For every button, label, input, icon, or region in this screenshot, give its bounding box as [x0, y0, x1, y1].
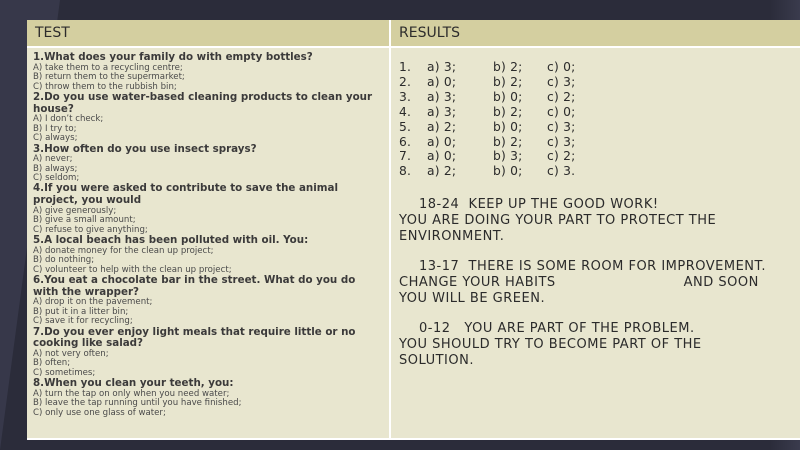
answer-row [399, 149, 800, 164]
results-header: RESULTS [390, 20, 800, 47]
answer-c: c) 2; [547, 89, 576, 104]
answer-a: a) 0; [427, 74, 457, 89]
question-option: C) always; [33, 133, 78, 144]
answer-a: a) 3; [427, 104, 457, 119]
answer-c: c) 2; [547, 149, 576, 164]
answer-key [399, 60, 800, 179]
question-option: A) give generously; [33, 205, 117, 216]
answer-a: a) 2; [427, 164, 457, 179]
answer-a: a) 2; [427, 119, 457, 134]
question-option: C) save it for recycling; [33, 316, 133, 327]
answer-c: c) 3; [547, 134, 576, 149]
question-option: B) return them to the supermarket; [33, 72, 185, 83]
answer-b: b) 0; [493, 164, 523, 179]
question-option: B) often; [33, 358, 71, 369]
answer-a: a) 0; [427, 134, 457, 149]
question-block [33, 378, 383, 418]
question-block [33, 235, 383, 275]
question-block [33, 183, 383, 235]
answer-a: a) 3; [427, 60, 457, 74]
answer-num: 6. [399, 134, 412, 149]
answer-a: a) 0; [427, 149, 457, 164]
question-option: A) drop it on the pavement; [33, 297, 153, 308]
verdict-title: THERE IS SOME ROOM FOR IMPROVEMENT. [468, 259, 767, 275]
answer-row [399, 164, 800, 179]
question-block [33, 275, 383, 327]
question-option: A) not very often; [33, 349, 109, 360]
answer-row [399, 120, 800, 135]
verdict-title: YOU ARE PART OF THE PROBLEM. [464, 321, 695, 337]
question-option: C) only use one glass of water; [33, 407, 166, 418]
answer-c: c) 3; [547, 119, 576, 134]
question-option: B) do nothing; [33, 255, 95, 266]
answer-num: 3. [399, 89, 412, 104]
question-text: 3.How often do you use insect sprays? [33, 142, 257, 155]
answer-b: b) 2; [493, 60, 523, 74]
verdict-low [399, 321, 800, 369]
answer-c: c) 0; [547, 60, 576, 74]
answer-row [399, 60, 800, 75]
answer-row [399, 75, 800, 90]
question-text: 5.A local beach has been polluted with oil. You: [33, 234, 309, 247]
answer-c: c) 3; [547, 74, 576, 89]
answer-num: 5. [399, 119, 412, 134]
verdict-range: 13-17 [419, 259, 460, 275]
answer-num: 4. [399, 104, 412, 119]
answer-b: b) 3; [493, 149, 523, 164]
verdict-text: YOU SHOULD TRY TO BECOME PART OF THE SOLUTION. [399, 337, 702, 369]
question-block [33, 144, 383, 184]
question-option: B) put it in a litter bin; [33, 306, 129, 317]
answer-num: 7. [399, 149, 412, 164]
answer-b: b) 0; [493, 119, 523, 134]
verdict-range: 18-24 [419, 197, 460, 213]
question-text: 8.When you clean your teeth, you: [33, 377, 234, 390]
test-header: TEST [27, 20, 390, 47]
answer-row [399, 105, 800, 120]
question-text: 1.What does your family do with empty bottles? [33, 51, 313, 63]
question-option: A) turn the tap on only when you need water; [33, 388, 230, 399]
answer-b: b) 2; [493, 74, 523, 89]
question-block [33, 327, 383, 379]
answer-c: c) 3. [547, 164, 576, 179]
question-text: 2.Do you use water-based cleaning products to clean your house? [33, 90, 373, 115]
results-cell [390, 47, 800, 439]
answer-num: 2. [399, 74, 412, 89]
verdict-mid [399, 259, 800, 307]
question-option: B) always; [33, 163, 78, 174]
question-option: C) volunteer to help with the clean up project; [33, 264, 232, 275]
test-questions-cell [27, 47, 390, 439]
question-option: A) never; [33, 154, 73, 165]
verdict-title: KEEP UP THE GOOD WORK! [468, 197, 659, 213]
answer-b: b) 0; [493, 89, 523, 104]
verdict-text: AND SOON [683, 275, 759, 291]
question-option: B) give a small amount; [33, 215, 136, 226]
question-option: A) donate money for the clean up project; [33, 245, 214, 256]
question-option: A) I don’t check; [33, 114, 104, 125]
answer-num: 8. [399, 164, 412, 179]
question-option: C) sometimes; [33, 367, 96, 378]
verdict-text: CHANGE YOUR HABITS [399, 275, 556, 291]
question-option: C) seldom; [33, 173, 80, 184]
question-option: C) refuse to give anything; [33, 224, 148, 235]
question-text: 4.If you were asked to contribute to save the animal project, you would [33, 182, 338, 207]
question-option: B) I try to; [33, 123, 77, 134]
verdict-text: YOU WILL BE GREEN. [399, 291, 546, 307]
question-block [33, 92, 383, 144]
verdict-high [399, 197, 800, 245]
question-option: B) leave the tap running until you have finished; [33, 398, 242, 409]
answer-row [399, 90, 800, 105]
answer-a: a) 3; [427, 89, 457, 104]
verdict-range: 0-12 [419, 321, 451, 337]
test-results-table [27, 20, 800, 440]
answer-b: b) 2; [493, 104, 523, 119]
answer-c: c) 0; [547, 104, 576, 119]
answer-b: b) 2; [493, 134, 523, 149]
answer-num: 1. [399, 60, 412, 74]
question-option: A) take them to a recycling centre; [33, 62, 183, 73]
question-text: 7.Do you ever enjoy light meals that require little or no cooking like salad? [33, 325, 356, 350]
question-block [33, 52, 383, 92]
question-option: C) throw them to the rubbish bin; [33, 81, 177, 92]
question-list [33, 52, 383, 418]
answer-row [399, 135, 800, 150]
verdict-text: YOU ARE DOING YOUR PART TO PROTECT THE ENVIRONMENT. [399, 213, 717, 245]
question-text: 6.You eat a chocolate bar in the street. What do you do with the wrapper? [33, 274, 356, 298]
